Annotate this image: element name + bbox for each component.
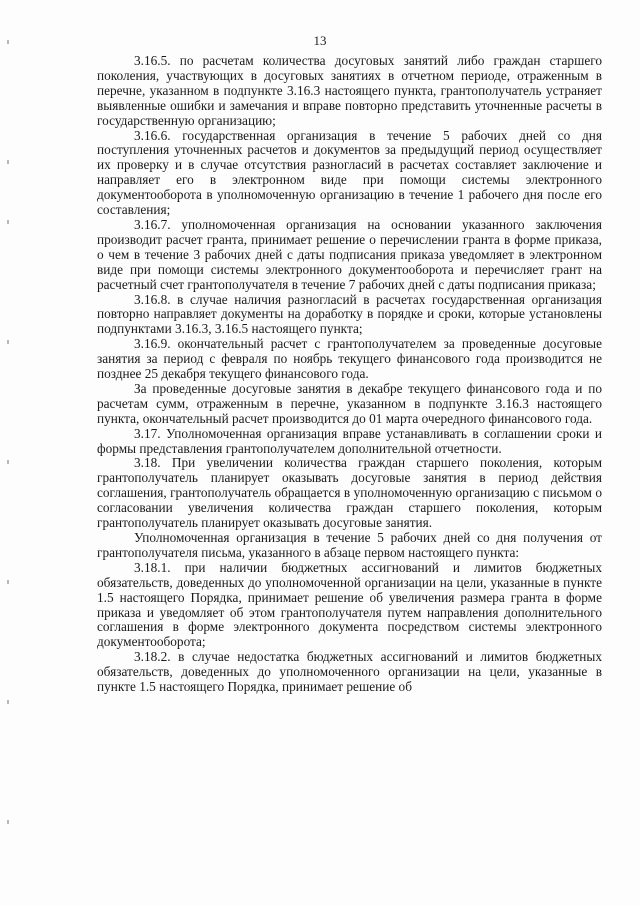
paragraph-3-16-8: 3.16.8. в случае наличия разногласий в расчетах государственная организация повторно направляет документы на доработку в порядке и сроки, которые установлены подпунктами 3.16.3, 3.16.5 настоящего пункта; [97, 291, 602, 337]
paragraph-december-settlement: За проведенные досуговые занятия в декабре текущего финансового года и по расчетам сумм, отраженным в перечне, указанном в подпункте 3.16.3 настоящего пункта, окончательный расчет производится до 01 марта очередного финансового года. [97, 380, 602, 426]
page-number: 13 [313, 33, 327, 48]
paragraph-3-18-2: 3.18.2. в случае недостатка бюджетных ассигнований и лимитов бюджетных обязательств, доведенных до уполномоченного организации на цели, указанные в пункте 1.5 настоящего Порядка, принимает решение об [97, 649, 602, 695]
document-body [97, 54, 602, 695]
paragraph-3-16-7: 3.16.7. уполномоченная организация на основании указанного заключения производит расчет гранта, принимает решение о перечислении гранта в форме приказа, о чем в течение 3 рабочих дней с даты подписания приказа уведомляет в электронном виде при помощи системы электронного документооборота и перечисляет грант на расчетный счет грантополучателя в течение 7 рабочих дней с даты подписания приказа; [97, 216, 602, 292]
scan-margin-marks [7, 40, 11, 880]
paragraph-3-17: 3.17. Уполномоченная организация вправе устанавливать в соглашении сроки и формы представления грантополучателем дополнительной отчетности. [97, 425, 602, 456]
paragraph-3-16-9: 3.16.9. окончательный расчет с грантополучателем за проведенные досуговые занятия за период с февраля по ноябрь текущего финансового года производится не позднее 25 декабря текущего финансового года. [97, 336, 602, 382]
paragraph-3-18: 3.18. При увеличении количества граждан старшего поколения, которым грантополучатель планирует оказывать досуговые занятия в период действия соглашения, грантополучатель обращается в уполномоченную организацию с письмом о согласовании увеличения количества граждан старшего поколения, которым грантополучатель планирует оказывать досуговые занятия. [97, 455, 602, 531]
paragraph-3-18-1: 3.18.1. при наличии бюджетных ассигнований и лимитов бюджетных обязательств, доведенных до уполномоченной организации на цели, указанные в пункте 1.5 настоящего Порядка, принимает решение об увеличения размера гранта в форме приказа и уведомляет об этом грантополучателя путем направления дополнительного соглашения в форме электронного документа посредством системы электронного документооборота; [97, 559, 602, 650]
paragraph-3-16-6: 3.16.6. государственная организация в течение 5 рабочих дней со дня поступления уточненных расчетов и документов за предыдущий период осуществляет их проверку и в случае отсутствия разногласий в расчетах составляет заключение и направляет его в электронном виде при помощи системы электронного документооборота в уполномоченную организацию в течение 1 рабочего дня после его составления; [97, 127, 602, 218]
paragraph-authorized-org-response: Уполномоченная организация в течение 5 рабочих дней со дня получения от грантополучателя письма, указанного в абзаце первом настоящего пункта: [97, 530, 602, 560]
paragraph-3-16-5: 3.16.5. по расчетам количества досуговых занятий либо граждан старшего поколения, участвующих в досуговых занятиях в отчетном периоде, отраженным в перечне, указанном в подпункте 3.16.3 настоящего пункта, грантополучатель устраняет выявленные ошибки и замечания и вправе повторно представить уточненные расчеты в государственную организацию; [97, 53, 602, 128]
